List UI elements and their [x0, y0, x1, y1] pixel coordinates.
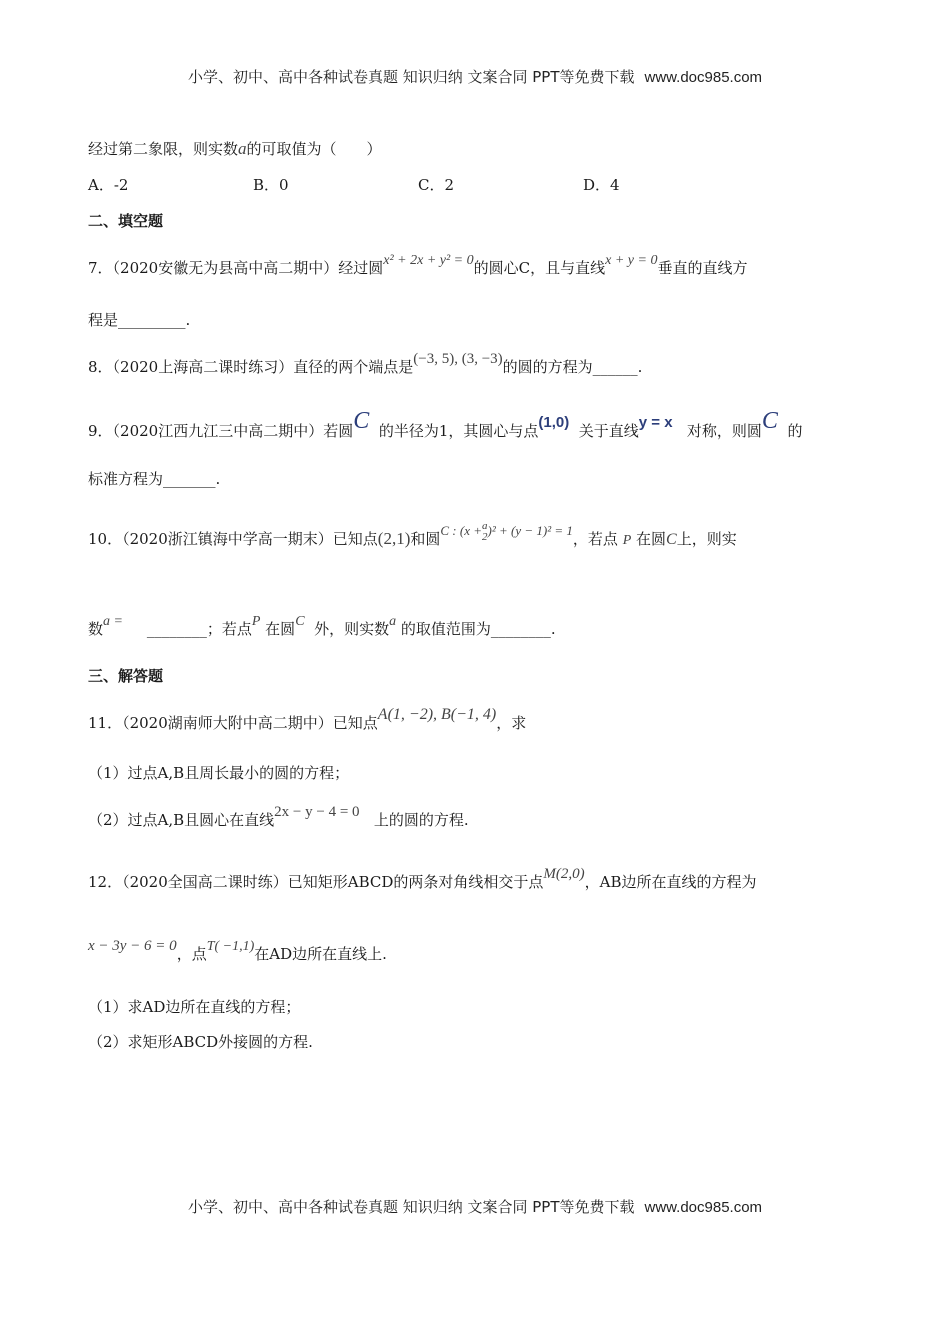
section-fill-in: 二、填空题: [88, 212, 164, 230]
q9-point: (1,0): [538, 414, 570, 431]
q6-options: [88, 174, 688, 194]
option-a[interactable]: A．-2: [88, 176, 129, 194]
question-7: 7．（2020安徽无为县高中高二期中）经过圆x² + 2x + y² = 0的圆心C，且与直线x + y = 0垂直的直线方: [88, 253, 748, 277]
circle-c: C: [353, 408, 370, 434]
question-12-part2: （2）求矩形ABCD外接圆的方程.: [88, 1033, 313, 1051]
point-p: P: [251, 614, 261, 629]
point-p: P: [622, 533, 632, 548]
circle-c: C: [295, 614, 305, 629]
question-9-line2: 标准方程为_______.: [88, 470, 221, 488]
question-10: 10．（2020浙江镇海中学高一期末）已知点(2,1)和圆C : (x +a 2)² + (y − 1)² = 1，若点 P 在圆C上，则实: [88, 520, 737, 548]
q10-a-equals: a =: [103, 614, 123, 629]
question-12-line2: x − 3y − 6 = 0，点T( −1,1)在AD边所在直线上.: [88, 938, 387, 963]
option-b[interactable]: B．0: [253, 176, 289, 194]
q6-text: 经过第二象限，则实数a的可取值为（ ）: [88, 139, 382, 158]
q12-ab-equation: x − 3y − 6 = 0: [88, 938, 177, 954]
question-11: 11．（2020湖南师大附中高二期中）已知点A(1, −2), B(−1, 4)，求: [88, 706, 527, 732]
option-d[interactable]: D．4: [583, 176, 620, 194]
option-c[interactable]: C．2: [418, 176, 455, 194]
question-12-part1: （1）求AD边所在直线的方程；: [88, 998, 301, 1016]
q9-line: y = x: [638, 414, 673, 431]
var-a: a: [389, 614, 397, 629]
question-11-part2: （2）过点A,B且圆心在直线2x − y − 4 = 0 上的圆的方程.: [88, 804, 469, 829]
banner-site[interactable]: www.doc985.com: [644, 1199, 763, 1216]
q7-circle-equation: x² + 2x + y² = 0: [383, 253, 474, 268]
q7-line-equation: x + y = 0: [605, 253, 658, 268]
section-solve: 三、解答题: [88, 667, 164, 685]
q8-endpoints: (−3, 5), (3, −3): [413, 351, 503, 367]
question-9: 9．（2020江西九江三中高二期中）若圆C 的半径为1，其圆心与点(1,0) 关于直线y = x 对称，则圆C 的: [88, 408, 803, 440]
banner-text: 小学、初中、高中各种试卷真题 知识归纳 文案合同 PPT等免费下载: [187, 1198, 635, 1216]
q10-circle-equation: C : (x +a 2)² + (y − 1)² = 1: [440, 520, 573, 544]
question-11-part1: （1）过点A,B且周长最小的圆的方程；: [88, 764, 350, 782]
q12-point-m: M(2,0): [543, 866, 585, 882]
question-12: 12．（2020全国高二课时练）已知矩形ABCD的两条对角线相交于点M(2,0)，AB边所在直线的方程为: [88, 866, 757, 891]
header-banner: [0, 66, 950, 87]
q11-line-equation: 2x − y − 4 = 0: [274, 804, 360, 820]
question-7-line2: 程是_________.: [88, 311, 191, 329]
var-a: a: [238, 139, 247, 158]
banner-site[interactable]: www.doc985.com: [644, 69, 763, 86]
question-8: 8．（2020上海高二课时练习）直径的两个端点是(−3, 5), (3, −3)的圆的方程为______.: [88, 351, 643, 376]
q12-point-t: T( −1,1): [206, 939, 255, 954]
circle-c: C: [761, 408, 778, 434]
circle-c: C: [666, 531, 677, 548]
q11-points: A(1, −2), B(−1, 4): [377, 706, 497, 723]
q10-point: (2,1): [377, 529, 411, 548]
question-10-line2: 数a = ________；若点P 在圆C 外，则实数a 的取值范围为________.: [88, 614, 556, 638]
banner-text: 小学、初中、高中各种试卷真题 知识归纳 文案合同 PPT等免费下载: [187, 68, 635, 86]
footer-banner: [0, 1196, 950, 1217]
